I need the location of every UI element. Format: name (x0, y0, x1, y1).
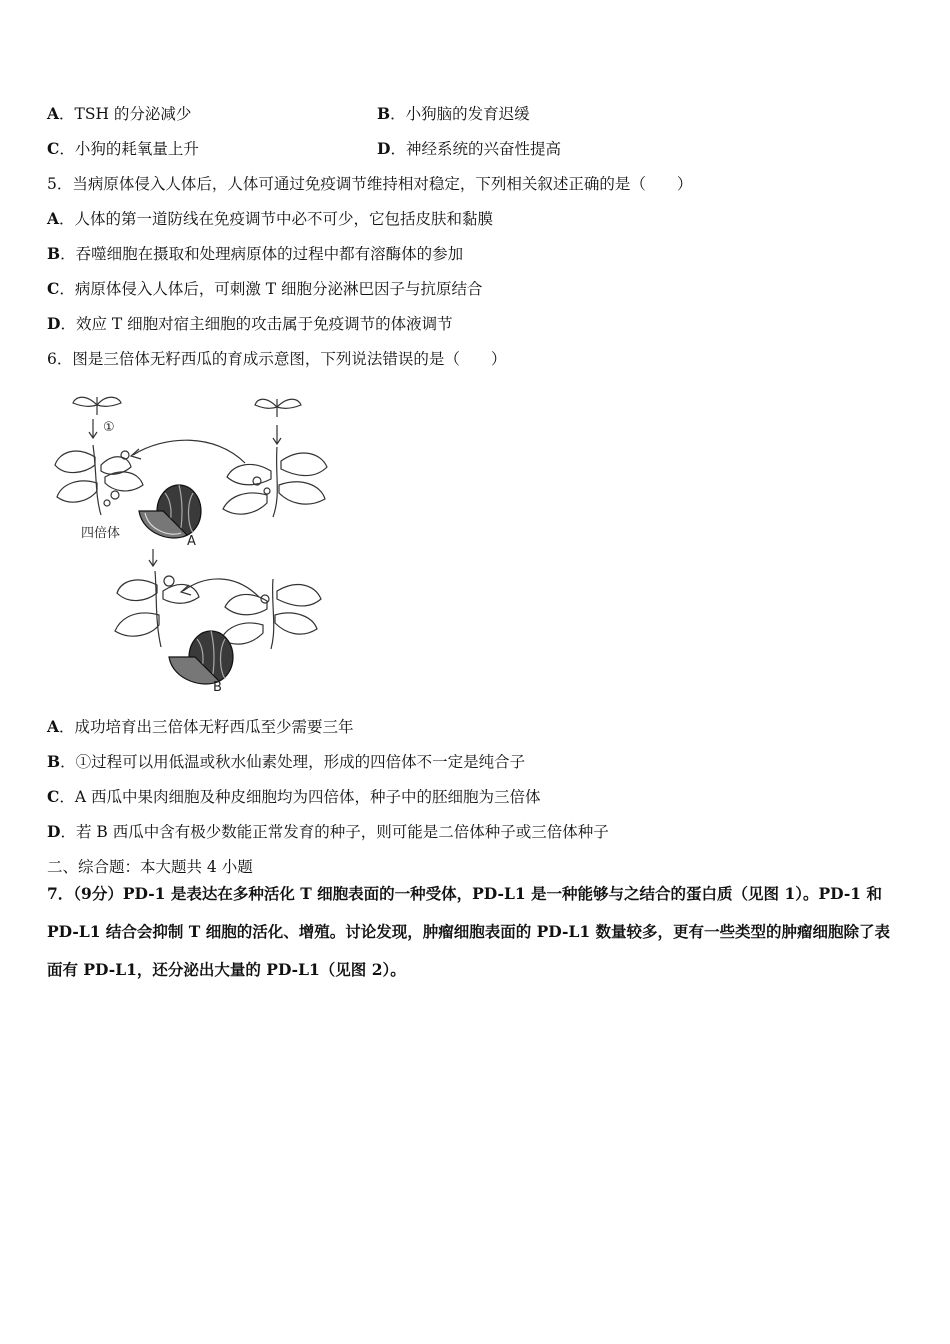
q6-option-b (47, 752, 525, 772)
option-letter: D (47, 314, 61, 333)
option-text: ．人体的第一道防线在免疫调节中必不可少，它包括皮肤和黏膜 (59, 210, 494, 228)
option-letter: C (47, 279, 60, 298)
option-text: ．成功培育出三倍体无籽西瓜至少需要三年 (59, 718, 354, 736)
option-text: ．神经系统的兴奋性提高 (390, 140, 561, 158)
option-letter: C (47, 787, 60, 806)
section-heading: 二、综合题：本大题共 4 小题 (47, 858, 253, 876)
q5-option-c (47, 279, 483, 299)
label-a: A (187, 534, 196, 549)
option-text: ．效应 T 细胞对宿主细胞的攻击属于免疫调节的体液调节 (60, 315, 453, 333)
q4-option-a (47, 104, 191, 124)
label-b: B (213, 680, 222, 695)
option-letter: B (47, 244, 61, 263)
q4-option-d (377, 139, 561, 159)
q4-option-b (377, 104, 530, 124)
option-text: ．TSH 的分泌减少 (59, 105, 192, 123)
q4-option-c (47, 139, 199, 159)
option-text: ．病原体侵入人体后，可刺激 T 细胞分泌淋巴因子与抗原结合 (59, 280, 483, 298)
option-letter: A (47, 717, 60, 736)
tetraploid-plant-icon (55, 445, 143, 515)
triploid-plant-icon (115, 571, 199, 647)
q6-option-a (47, 717, 354, 737)
seedling-left-icon (73, 397, 121, 415)
breeding-diagram (45, 385, 340, 697)
q6-option-d (47, 822, 609, 842)
watermelon-a-icon (139, 485, 201, 538)
option-text: ．小狗的耗氧量上升 (59, 140, 199, 158)
q5-option-b (47, 244, 463, 264)
watermelon-breeding-figure (45, 385, 340, 697)
option-letter: A (47, 209, 60, 228)
seedling-right-icon (255, 399, 301, 417)
option-letter: D (377, 139, 391, 158)
option-letter: C (47, 139, 60, 158)
watermelon-b-icon (169, 631, 233, 684)
option-letter: B (377, 104, 391, 123)
option-letter: A (47, 104, 60, 123)
tetraploid-label: 四倍体 (81, 526, 121, 541)
step-label: ① (103, 420, 115, 435)
option-text: ．小狗脑的发育迟缓 (390, 105, 530, 123)
option-text: ．吞噬细胞在摄取和处理病原体的过程中都有溶酶体的参加 (60, 245, 464, 263)
option-letter: D (47, 822, 61, 841)
q6-option-c (47, 787, 540, 807)
q5-stem: 5．当病原体侵入人体后，人体可通过免疫调节维持相对稳定，下列相关叙述正确的是（ ） (47, 175, 693, 193)
q5-option-d (47, 314, 453, 334)
option-text: ．①过程可以用低温或秋水仙素处理，形成的四倍体不一定是纯合子 (60, 753, 526, 771)
option-letter: B (47, 752, 61, 771)
option-text: ．A 西瓜中果肉细胞及种皮细胞均为四倍体，种子中的胚细胞为三倍体 (59, 788, 541, 806)
diploid-plant-bottom-icon (221, 579, 321, 649)
option-text: ．若 B 西瓜中含有极少数能正常发育的种子，则可能是二倍体种子或三倍体种子 (60, 823, 609, 841)
q7-paragraph: 7．（9分）PD-1 是表达在多种活化 T 细胞表面的一种受体，PD-L1 是一种能够与之结合的蛋白质（见图 1）。PD-1 和 PD-L1 结合会抑制 T 细胞的活化、增殖。讨论发现，肿瘤细胞表面的 PD-L1 数量较多，更有一些类型的肿瘤细胞除了表面有 PD-L1，还分泌出大量的 PD-L1（见图 2）。 (47, 884, 891, 979)
q6-stem: 6．图是三倍体无籽西瓜的育成示意图，下列说法错误的是（ ） (47, 350, 507, 368)
q5-option-a (47, 209, 493, 229)
pollination-arrow-icon (133, 440, 245, 463)
